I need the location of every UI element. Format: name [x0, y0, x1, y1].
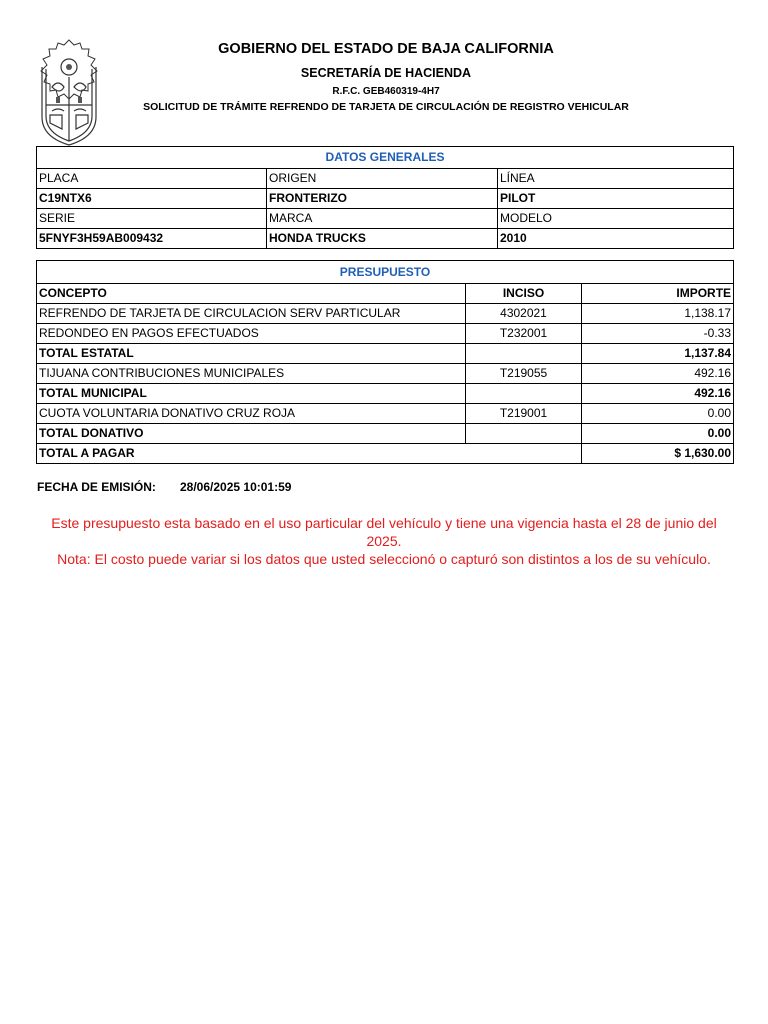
serie-value: 5FNYF3H59AB009432 [37, 229, 267, 249]
marca-value: HONDA TRUCKS [267, 229, 498, 249]
datos-label-row [37, 209, 734, 229]
placa-label: PLACA [37, 169, 267, 189]
subtotal-row [37, 384, 734, 404]
concepto-header: CONCEPTO [37, 284, 466, 304]
inciso-cell: T219055 [466, 364, 582, 384]
presupuesto-title-row [37, 261, 734, 284]
inciso-cell [466, 384, 582, 404]
inciso-cell: 4302021 [466, 304, 582, 324]
datos-title-row [37, 147, 734, 169]
concepto-cell: REDONDEO EN PAGOS EFECTUADOS [37, 324, 466, 344]
grand-total-row [37, 444, 734, 464]
table-row [37, 324, 734, 344]
total-municipal-value: 492.16 [582, 384, 734, 404]
importe-cell: 492.16 [582, 364, 734, 384]
serie-label: SERIE [37, 209, 267, 229]
importe-cell: -0.33 [582, 324, 734, 344]
rfc-code: R.F.C. GEB460319-4H7 [332, 86, 440, 97]
total-donativo-label: TOTAL DONATIVO [37, 424, 466, 444]
origen-value: FRONTERIZO [267, 189, 498, 209]
fecha-emision [37, 480, 292, 494]
modelo-label: MODELO [498, 209, 734, 229]
total-estatal-value: 1,137.84 [582, 344, 734, 364]
vigencia-note: Este presupuesto esta basado en el uso particular del vehículo y tiene una vigencia hasta el 28 de junio del 2025. [51, 515, 717, 549]
total-donativo-value: 0.00 [582, 424, 734, 444]
government-title: GOBIERNO DEL ESTADO DE BAJA CALIFORNIA [218, 41, 554, 57]
department-title: SECRETARÍA DE HACIENDA [300, 66, 472, 80]
datos-value-row [37, 189, 734, 209]
concepto-cell: TIJUANA CONTRIBUCIONES MUNICIPALES [37, 364, 466, 384]
presupuesto-table [36, 260, 734, 464]
concepto-cell: REFRENDO DE TARJETA DE CIRCULACION SERV PARTICULAR [37, 304, 466, 324]
inciso-cell: T219001 [466, 404, 582, 424]
importe-header: IMPORTE [582, 284, 734, 304]
table-row [37, 364, 734, 384]
datos-label-row [37, 169, 734, 189]
total-a-pagar-label: TOTAL A PAGAR [37, 444, 582, 464]
datos-generales-table [36, 146, 734, 249]
linea-value: PILOT [498, 189, 734, 209]
subtotal-row [37, 344, 734, 364]
datos-generales-title: DATOS GENERALES [37, 147, 734, 169]
inciso-cell: T232001 [466, 324, 582, 344]
total-a-pagar-value: $ 1,630.00 [582, 444, 734, 464]
fecha-emision-value: 28/06/2025 10:01:59 [180, 480, 292, 494]
linea-label: LÍNEA [498, 169, 734, 189]
request-title: SOLICITUD DE TRÁMITE REFRENDO DE TARJETA DE CIRCULACIÓN DE REGISTRO VEHICULAR [143, 101, 629, 113]
importe-cell: 1,138.17 [582, 304, 734, 324]
marca-label: MARCA [267, 209, 498, 229]
importe-cell: 0.00 [582, 404, 734, 424]
table-row [37, 404, 734, 424]
document-header [0, 0, 768, 140]
total-estatal-label: TOTAL ESTATAL [37, 344, 466, 364]
presupuesto-header-row [37, 284, 734, 304]
datos-value-row [37, 229, 734, 249]
origen-label: ORIGEN [267, 169, 498, 189]
placa-value: C19NTX6 [37, 189, 267, 209]
cost-variation-note: Nota: El costo puede variar si los datos que usted seleccionó o capturó son distintos a los de su vehículo. [57, 551, 711, 567]
total-municipal-label: TOTAL MUNICIPAL [37, 384, 466, 404]
inciso-header: INCISO [466, 284, 582, 304]
inciso-cell [466, 344, 582, 364]
table-row [37, 304, 734, 324]
fecha-emision-label: FECHA DE EMISIÓN: [37, 480, 156, 494]
concepto-cell: CUOTA VOLUNTARIA DONATIVO CRUZ ROJA [37, 404, 466, 424]
subtotal-row [37, 424, 734, 444]
inciso-cell [466, 424, 582, 444]
presupuesto-title: PRESUPUESTO [37, 261, 734, 284]
modelo-value: 2010 [498, 229, 734, 249]
